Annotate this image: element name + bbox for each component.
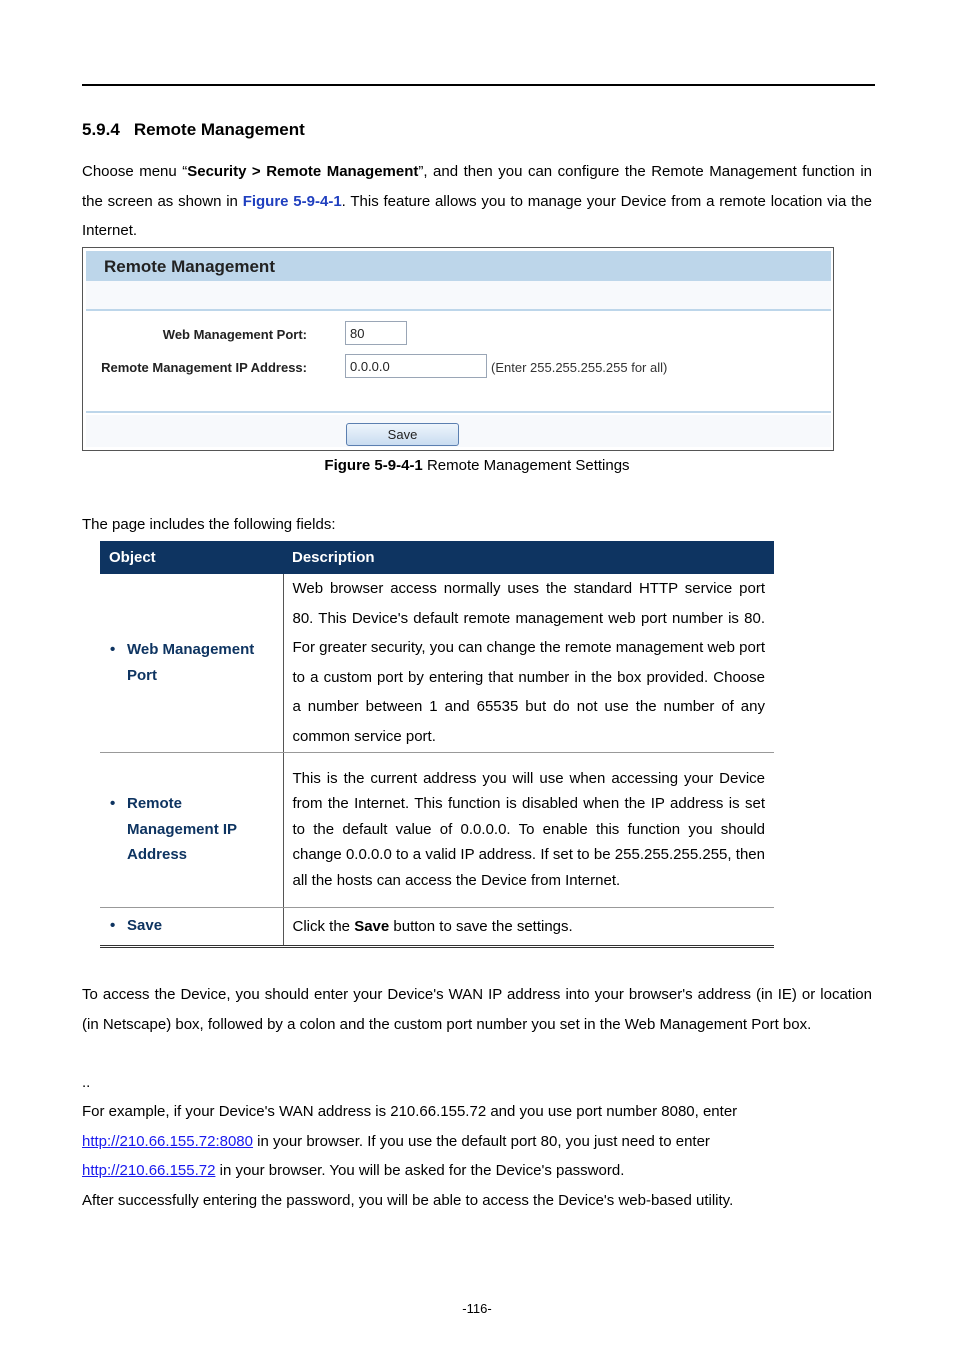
caption-figure-number: Figure 5-9-4-1 — [324, 457, 423, 474]
object-label — [110, 791, 273, 868]
bullet-icon: • — [110, 917, 116, 935]
object-label — [110, 913, 273, 939]
table-header-row — [100, 541, 774, 574]
header-rule — [82, 84, 875, 86]
example-text-1: For example, if your Device's WAN address is 210.66.155.72 and you use port number 8080, enter — [82, 1103, 738, 1120]
object-name: Remote Management IP Address — [127, 795, 237, 864]
ip-address-input[interactable] — [345, 354, 487, 378]
description-bold: Save — [354, 917, 390, 935]
panel-spacer — [86, 281, 831, 309]
example-text-3: in your browser. You will be asked for the Device's password. — [215, 1162, 625, 1179]
figure-reference[interactable]: Figure 5-9-4-1 — [242, 192, 342, 210]
description-text-2: button to save the settings. — [389, 917, 573, 935]
description-cell: This is the current address you will use when accessing your Device from the Internet. This function is disabled when the IP address is set to the default value of 0.0.0.0. To enable this function you should change 0.0.0.0 to a valid IP address. If set to be 255.255.255.255, then all the hosts can access the Device from Internet. — [283, 752, 774, 907]
object-name: Save — [127, 917, 163, 935]
column-header-description: Description — [283, 541, 774, 574]
table-row — [100, 752, 774, 907]
intro-paragraph — [82, 157, 872, 246]
table-row — [100, 574, 774, 752]
remote-management-screenshot — [82, 247, 834, 451]
object-name: Web Management Port — [127, 641, 255, 684]
menu-path: Security > Remote Management — [187, 163, 419, 180]
web-port-label: Web Management Port: — [162, 327, 307, 342]
column-header-object: Object — [100, 541, 283, 574]
description-cell — [283, 907, 774, 946]
object-cell — [100, 752, 283, 907]
fields-table — [100, 541, 774, 948]
panel-divider-top — [86, 309, 831, 311]
example-link-custom-port[interactable]: http://210.66.155.72:8080 — [82, 1132, 253, 1150]
object-cell — [100, 907, 283, 946]
example-link-default-port[interactable]: http://210.66.155.72 — [82, 1162, 216, 1179]
description-text-1: Click the — [292, 917, 355, 935]
panel-title: Remote Management — [104, 257, 275, 276]
web-port-input[interactable] — [345, 321, 407, 345]
panel-divider-bottom — [86, 411, 831, 413]
bullet-icon: • — [110, 795, 116, 813]
figure-caption — [0, 457, 954, 474]
access-paragraph: To access the Device, you should enter your Device's WAN IP address into your browser's address (in IE) or location (in Netscape) box, followed by a colon and the custom port number you set in the Web Management Port box. — [82, 986, 872, 1033]
section-title: Remote Management — [133, 120, 305, 139]
save-button[interactable]: Save — [346, 423, 459, 446]
example-text-2: in your browser. If you use the default port 80, you just need to enter — [252, 1132, 710, 1150]
caption-text: Remote Management Settings — [422, 457, 630, 474]
after-login-line: After successfully entering the password, you will be able to access the Device's web-based utility. — [82, 1192, 734, 1209]
panel-header — [86, 251, 831, 281]
section-number: 5.9.4 — [82, 120, 120, 139]
bullet-icon: • — [110, 641, 116, 659]
table-row — [100, 907, 774, 946]
ip-address-label: Remote Management IP Address: — [101, 360, 307, 375]
ip-address-hint: (Enter 255.255.255.255 for all) — [491, 360, 668, 375]
description-cell: Web browser access normally uses the standard HTTP service port 80. This Device's default remote management web port number is 80. For greater security, you can change the remote management web port to a custom port by entering that number in the box provided. Choose a number between 1 and 65535 but do not use the number of any common service port. — [283, 574, 774, 752]
fields-intro: The page includes the following fields: — [82, 516, 336, 533]
example-paragraph — [82, 1097, 872, 1186]
dots-line: .. — [82, 1074, 91, 1091]
object-cell — [100, 574, 283, 752]
intro-text-3: . This feature allows you to manage your Device from a remote location via the Internet. — [82, 192, 872, 239]
object-label — [110, 637, 273, 688]
intro-text-1: Choose menu “ — [82, 163, 188, 180]
section-heading — [82, 120, 305, 140]
page-number: -116- — [462, 1301, 492, 1316]
intro-text-2: ”, and then you can configure the Remote Management function in the screen as shown in — [82, 163, 872, 210]
